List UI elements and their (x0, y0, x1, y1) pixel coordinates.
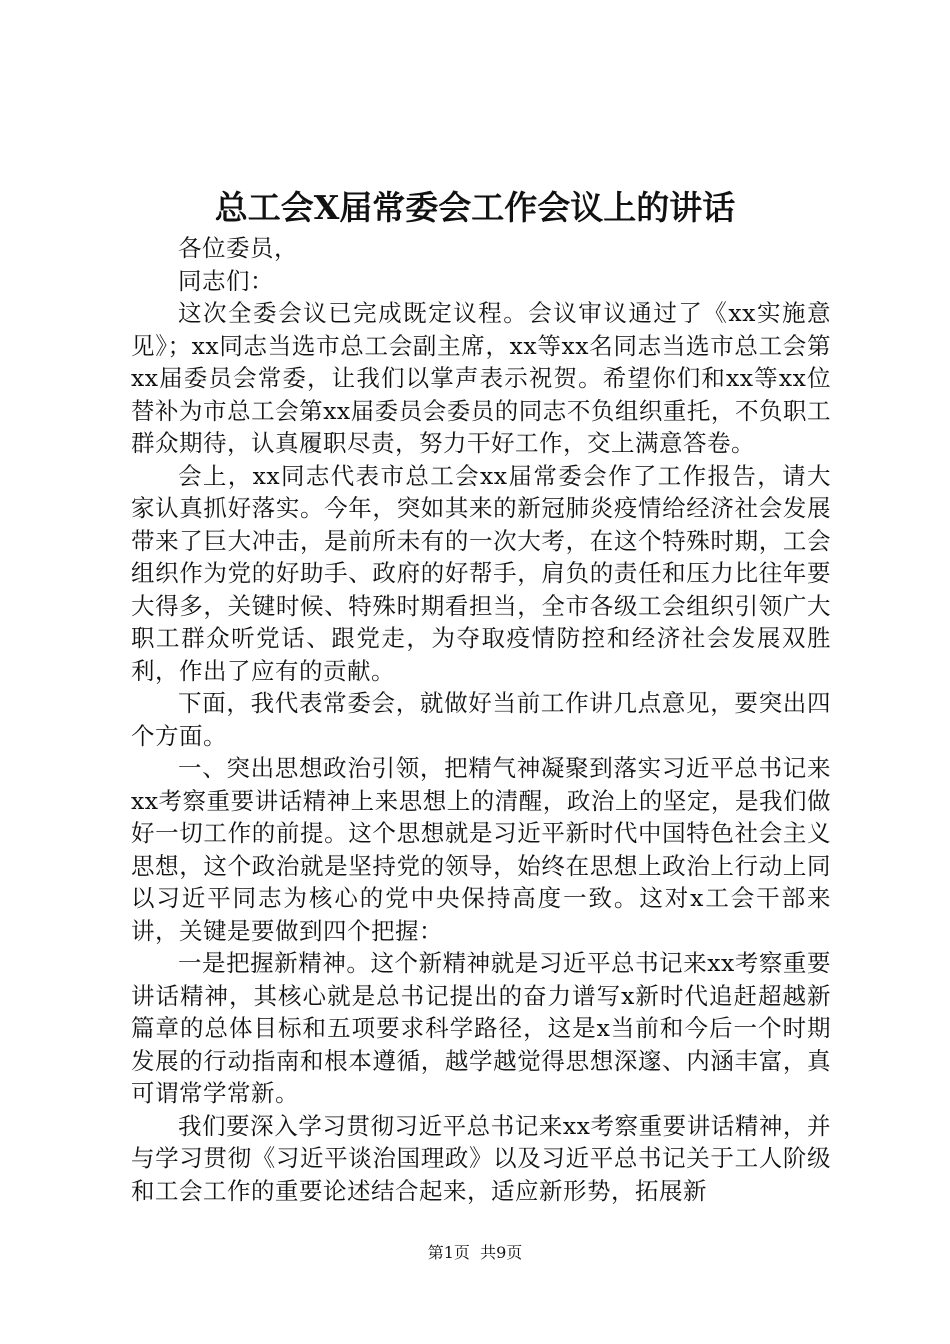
footer-spacer (470, 1243, 480, 1262)
salutation-line: 各位委员， (178, 234, 298, 262)
document-body (131, 232, 831, 1207)
document-title: 总工会X届常委会工作会议上的讲话 (214, 188, 736, 227)
salutation-line: 同志们： (178, 266, 274, 295)
page-total: 共9页 (480, 1243, 523, 1262)
body-paragraph: 一是把握新精神。这个新精神就是习近平总书记来xx考察重要讲话精神，其核心就是总书记提出的奋力谱写x新时代追赶超越新篇章的总体目标和五项要求科学路径，这是x当前和今后一个时期发展的行动指南和根本遵循，越学越觉得思想深邃、内涵丰富，真可谓常学常新。 (131, 949, 831, 1107)
page-footer (0, 1242, 950, 1264)
body-paragraph: 下面，我代表常委会，就做好当前工作讲几点意见，要突出四个方面。 (131, 689, 831, 750)
body-paragraph: 一、突出思想政治引领，把精气神凝聚到落实习近平总书记来xx考察重要讲话精神上来思想上的清醒，政治上的坚定，是我们做好一切工作的前提。这个思想就是习近平新时代中国特色社会主义思想，这个政治就是坚持党的领导，始终在思想上政治上行动上同以习近平同志为核心的党中央保持高度一致。这对x工会干部来讲，关键是要做到四个把握： (131, 754, 831, 945)
body-paragraph: 我们要深入学习贯彻习近平总书记来xx考察重要讲话精神，并与学习贯彻《习近平谈治国理政》以及习近平总书记关于工人阶级和工会工作的重要论述结合起来，适应新形势，拓展新 (131, 1111, 831, 1205)
body-paragraph: 会上，xx同志代表市总工会xx届常委会作了工作报告，请大家认真抓好落实。今年，突如其来的新冠肺炎疫情给经济社会发展带来了巨大冲击，是前所未有的一次大考，在这个特殊时期，工会组织作为党的好助手、政府的好帮手，肩负的责任和压力比往年要大得多，关键时候、特殊时期看担当，全市各级工会组织引领广大职工群众听党话、跟党走，为夺取疫情防控和经济社会发展双胜利，作出了应有的贡献。 (131, 461, 831, 685)
body-paragraph: 这次全委会议已完成既定议程。会议审议通过了《xx实施意见》；xx同志当选市总工会副主席，xx等xx名同志当选市总工会第xx届委员会常委，让我们以掌声表示祝贺。希望你们和xx等xx位替补为市总工会第xx届委员会委员的同志不负组织重托，不负职工群众期待，认真履职尽责，努力干好工作，交上满意答卷。 (131, 299, 831, 457)
page-number: 第1页 (427, 1243, 470, 1262)
